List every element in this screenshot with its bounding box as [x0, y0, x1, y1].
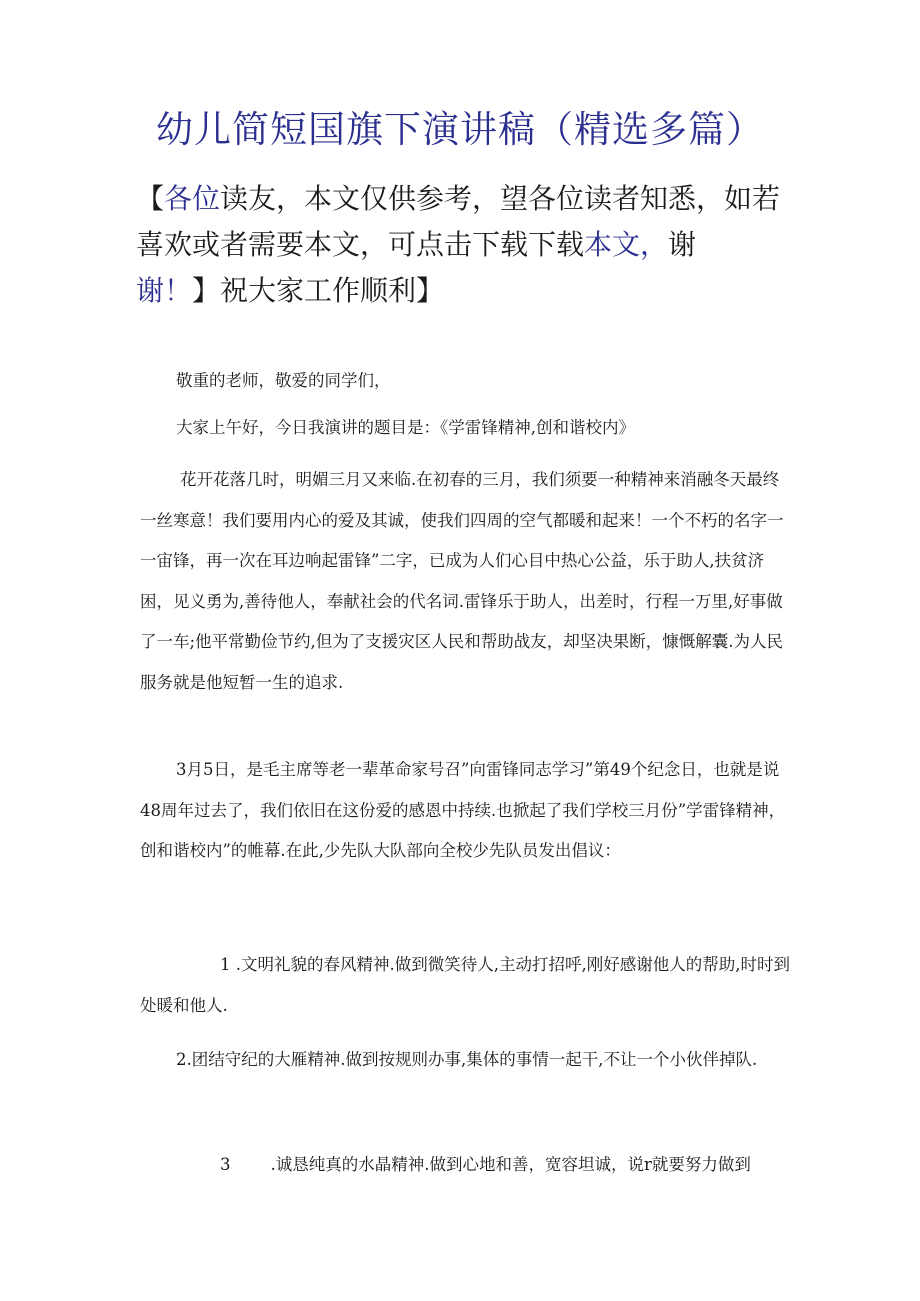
reader-notice [136, 176, 786, 314]
notice-highlight-1: 各位 [164, 182, 221, 215]
proposal-item-3-text: .诚恳纯真的水晶精神.做到心地和善，宽容坦诚，说r就要努力做到 [270, 1155, 751, 1174]
proposal-item-1-text: .文明礼貌的春风精神.做到微笑待人,主动打招呼,刚好感谢他人的帮助,时时到处暖和他人. [140, 955, 790, 1015]
notice-highlight-3: 谢！ [136, 274, 193, 307]
proposal-item-3-number: 3 [220, 1155, 231, 1174]
paragraph-1: 花开花落几时，明媚三月又来临.在初春的三月，我们须要一种精神来消融冬天最终一丝寒意！我们要用内心的爱及其诚，使我们四周的空气都暖和起来！一个不朽的名字一一宙锋，再一次在耳边响起雷锋”二字，已成为人们心目中热心公益，乐于助人,扶贫济困，见义勇为,善待他人，奉献社会的代名词.雷锋乐于助人，出差时，行程一万里,好事做了一车;他平常勤俭节约,但为了支援灾区人民和帮助战友，却坚决果断，慷慨解囊.为人民服务就是他短暂一生的追求. [140, 470, 784, 692]
notice-text-3: 】祝大家工作顺利】 [192, 274, 445, 307]
greeting-line-1: 敬重的老师，敬爱的同学们， [176, 371, 391, 390]
paragraph-2: 3月5日，是毛主席等老一辈革命家号召”向雷锋同志学习”第49个纪念日，也就是说48周年过去了，我们依旧在这份爱的感恩中持续.也掀起了我们学校三月份”学雷锋精神，创和谐校内”的帷幕.在此,少先队大队部向全校少先队员发出倡议： [140, 760, 786, 860]
proposal-item-2: 2.团结守纪的大雁精神.做到按规则办事,集体的事情一起干,不让一个小伙伴掉队. [176, 1050, 758, 1069]
proposal-item-1 [140, 945, 790, 1026]
proposal-item-1-number: 1 [220, 955, 231, 974]
notice-open-bracket: 【 [136, 182, 165, 215]
notice-highlight-2: 本文， [584, 228, 669, 261]
greeting-line-2: 大家上午好，今日我演讲的题目是：《学雷锋精神,创和谐校内》 [176, 418, 635, 437]
proposal-item-3 [140, 1150, 790, 1180]
notice-text-2: 谢 [668, 228, 697, 261]
notice-text-1: 读友，本文仅供参考，望各位读者知悉，如若喜欢或者需要本文，可点击下载下载 [136, 182, 781, 261]
document-title: 幼儿简短国旗下演讲稿（精选多篇） [156, 108, 764, 151]
